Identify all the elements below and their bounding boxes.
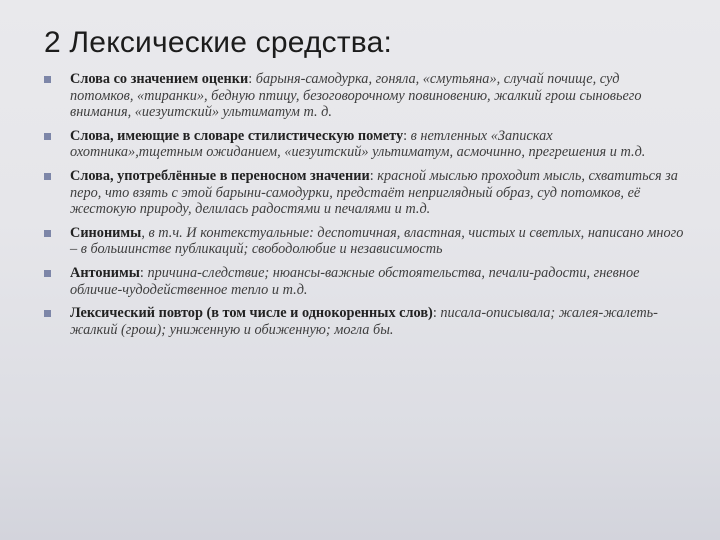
bullet-separator: , — [141, 224, 149, 241]
bullet-examples: красной мыслью проходит мысль, схватиться за перо, что взять с этой барыни-самодурки, предстаёт неприглядный образ, суд потомков, её жестокую природу, делилась радостями и печалями и т.д. — [70, 167, 678, 218]
square-bullet-icon — [44, 133, 51, 140]
bullet-examples: в нетленных «Записках охотника»,тщетным ожиданием, «иезуитский» ультиматум, асмочинно, прегрешения и т.д. — [70, 127, 646, 161]
bullet-item-synonyms — [44, 225, 684, 258]
bullet-list — [44, 71, 684, 345]
square-bullet-icon — [44, 270, 51, 277]
bullet-item-lexical-repetition — [44, 305, 684, 338]
bullet-separator: : — [248, 71, 256, 87]
bullet-examples: писала-описывала; жалея-жалеть-жалкий (грош); униженную и обиженную; могла бы. — [70, 305, 658, 338]
bullet-separator: : — [403, 127, 411, 144]
bullet-examples: причина-следствие; нюансы-важные обстоятельства, печали-радости, гневное обличие-чудодейственное тепло и т.д. — [70, 264, 640, 298]
square-bullet-icon — [44, 76, 51, 83]
bullet-term: Слова, имеющие в словаре стилистическую помету — [70, 127, 404, 144]
bullet-separator: : — [139, 264, 148, 281]
bullet-term: Слова, употреблённые в переносном значении — [70, 167, 370, 184]
bullet-examples: в т.ч. И контекстуальные: деспотичная, властная, чистых и светлых, написано много – в большинстве публикаций; свободолюбие и независимость — [70, 224, 684, 258]
bullet-term: Антонимы — [70, 264, 140, 281]
slide-title: 2 Лексические средства: — [44, 26, 393, 59]
bullet-separator: : — [432, 305, 441, 322]
bullet-term: Лексический повтор (в том числе и однокоренных слов) — [70, 305, 433, 322]
bullet-item-figurative-words — [44, 168, 684, 218]
bullet-term: Синонимы — [70, 224, 142, 241]
bullet-examples: барыня-самодурка, гоняла, «смутьяна», случай почище, суд потомков, «тиранки», бедную птицу, безоговорочному повиновению, жалкий грош сыновьего внимания, «иезуитский» ультиматум т. д. — [70, 71, 642, 121]
square-bullet-icon — [44, 173, 51, 180]
square-bullet-icon — [44, 310, 51, 317]
square-bullet-icon — [44, 230, 51, 237]
bullet-item-stylistic-label-words — [44, 128, 684, 161]
bullet-item-evaluative-words — [44, 71, 684, 121]
bullet-term: Слова со значением оценки — [70, 71, 249, 87]
bullet-separator: : — [369, 167, 378, 184]
bullet-item-antonyms — [44, 265, 684, 298]
